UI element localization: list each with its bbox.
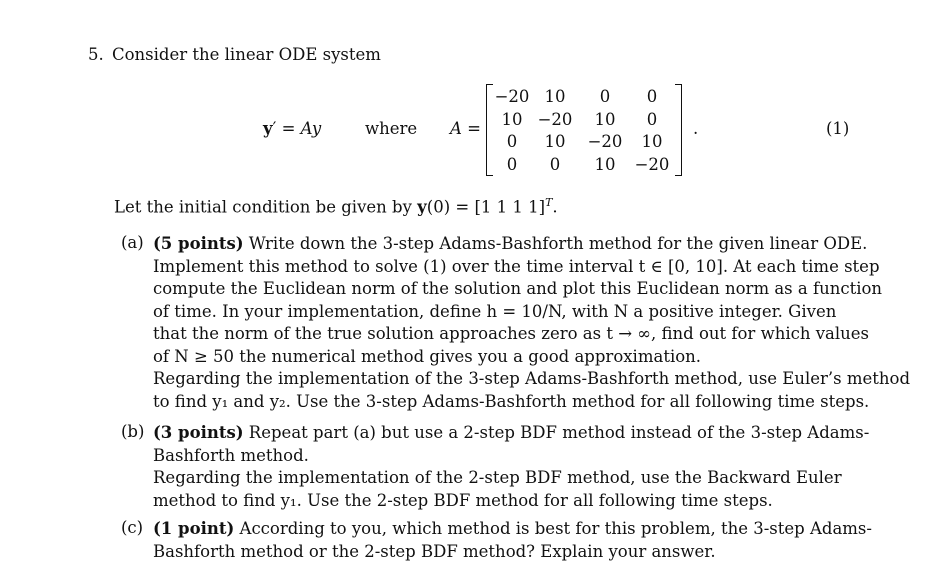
- matrix-A: [486, 84, 682, 176]
- initial-period: .: [552, 197, 558, 217]
- matrix-row: [494, 86, 674, 109]
- part-c-body: [153, 518, 872, 563]
- matrix-right-bracket: [675, 84, 682, 176]
- equation-lhs: [263, 119, 321, 138]
- initial-condition: [114, 196, 558, 217]
- part-b-points: (3 points): [153, 423, 244, 442]
- part-a-line: that the norm of the true solution approaches zero as t → ∞, find out for which values: [153, 324, 870, 343]
- matrix-cell: −20: [634, 154, 670, 174]
- matrix-cell: 10: [544, 132, 566, 151]
- part-c-line-text: According to you, which method is best for this problem, the 3-step Adams-: [234, 519, 872, 538]
- matrix-name: A =: [450, 119, 481, 138]
- matrix-cell: 0: [506, 154, 518, 174]
- problem-number: 5.: [88, 45, 104, 64]
- part-a-points: (5 points): [153, 234, 244, 253]
- problem-intro: Consider the linear ODE system: [112, 45, 381, 64]
- equation-number: (1): [826, 119, 850, 138]
- part-a-label: (a): [121, 233, 144, 252]
- equation-where: where: [365, 119, 418, 138]
- part-a-line: of time. In your implementation, define h = 10/N, with N a positive integer. Given: [153, 301, 837, 321]
- part-c-line: [153, 518, 872, 541]
- part-c-points: (1 point): [153, 519, 235, 538]
- matrix-row: [494, 109, 674, 132]
- part-b-body: [153, 422, 869, 512]
- matrix-cell: 0: [599, 87, 611, 106]
- part-a-line: of N ≥ 50 the numerical method gives you a good approximation.: [153, 346, 702, 366]
- part-c-label: (c): [121, 518, 144, 537]
- part-b-line: [153, 422, 869, 445]
- part-c-line: Bashforth method or the 2-step BDF method? Explain your answer.: [153, 541, 716, 561]
- matrix-cell: −20: [587, 132, 623, 151]
- part-a-body: [153, 233, 910, 413]
- matrix-table: [494, 86, 674, 176]
- matrix-row: [494, 154, 674, 177]
- part-a-line: to find y₁ and y₂. Use the 3-step Adams-Bashforth method for all following time steps.: [153, 391, 870, 411]
- lhs-Ay: Ay: [300, 119, 322, 138]
- matrix-cell: 0: [549, 154, 561, 174]
- matrix-cell: 10: [641, 132, 663, 151]
- initial-text: Let the initial condition be given by: [114, 197, 418, 217]
- part-b-label: (b): [121, 422, 145, 441]
- initial-vector-y: y: [417, 197, 427, 217]
- part-b-line: method to find y₁. Use the 2-step BDF method for all following time steps.: [153, 490, 773, 510]
- matrix-row: [494, 131, 674, 154]
- part-b-line: Regarding the implementation of the 2-step BDF method, use the Backward Euler: [153, 468, 842, 487]
- part-a-line: compute the Euclidean norm of the solution and plot this Euclidean norm as a function: [153, 279, 883, 298]
- part-b-line-text: Repeat part (a) but use a 2-step BDF method instead of the 3-step Adams-: [243, 423, 870, 442]
- part-a-line: [153, 233, 910, 256]
- part-b-line: Bashforth method.: [153, 445, 309, 465]
- matrix-cell: 0: [506, 132, 518, 151]
- matrix-cell: 10: [501, 109, 523, 129]
- matrix-cell: 0: [646, 87, 658, 106]
- matrix-cell: 10: [544, 87, 566, 106]
- initial-transpose: T: [545, 196, 553, 209]
- lhs-prime-equals: ′ =: [272, 119, 301, 138]
- matrix-cell: −20: [494, 87, 530, 106]
- matrix-left-bracket: [486, 84, 493, 176]
- equation-period: .: [693, 119, 699, 138]
- matrix-cell: 0: [646, 109, 658, 129]
- matrix-cell: 10: [594, 154, 616, 174]
- matrix-cell: 10: [594, 109, 616, 129]
- part-a-line: Regarding the implementation of the 3-step Adams-Bashforth method, use Euler’s method: [153, 369, 911, 388]
- lhs-vector-y: y: [263, 119, 273, 138]
- part-a-line: Implement this method to solve (1) over the time interval t ∈ [0, 10]. At each time step: [153, 256, 880, 276]
- matrix-cell: −20: [537, 109, 573, 129]
- part-a-line-text: Write down the 3-step Adams-Bashforth method for the given linear ODE.: [243, 234, 868, 253]
- initial-value: (0) = [1 1 1 1]: [426, 197, 546, 217]
